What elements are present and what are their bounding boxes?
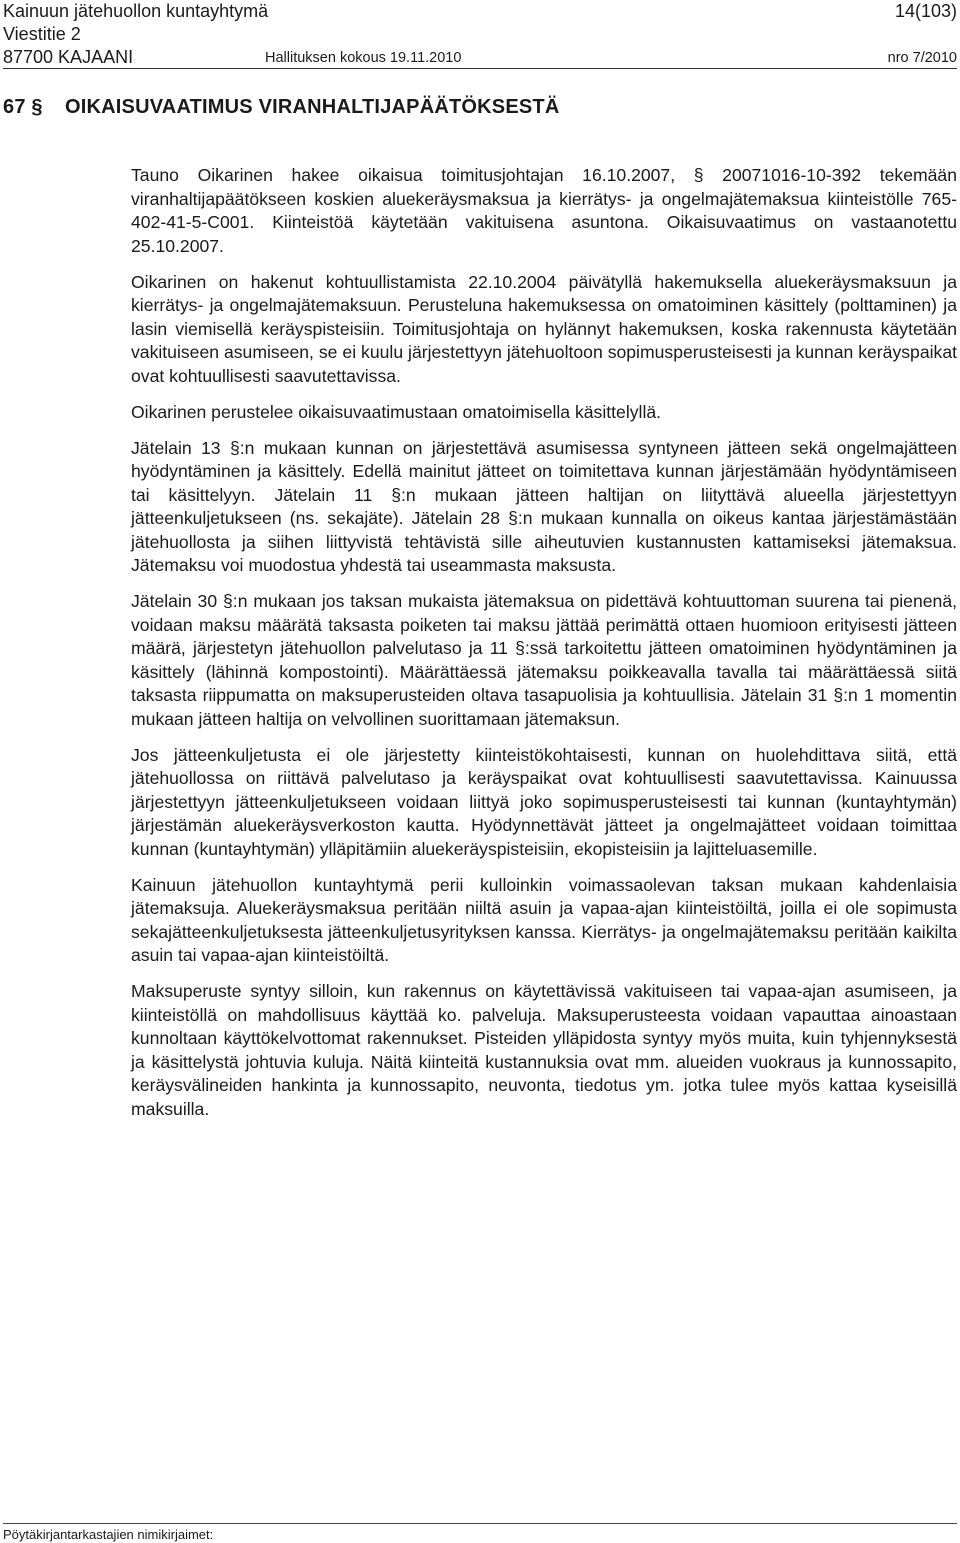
meeting-name: Hallituksen kokous 19.11.2010 xyxy=(265,50,462,66)
paragraph-claim: Tauno Oikarinen hakee oikaisua toimitusjohtajan 16.10.2007, § 20071016-10-392 tekemään viranhaltijapäätökseen koskien aluekeräysmaksua ja kierrätys- ja ongelmajätemaksua kiinteistölle 765-402-41-5-C001. Kiinteistöä käytetään vakituisena asuntona. Oikaisuvaatimus on vastaanotettu 25.10.2007. xyxy=(131,165,957,256)
section-heading xyxy=(3,96,559,119)
paragraph-application: Oikarinen on hakenut kohtuullistamista 22.10.2004 päivätyllä hakemuksella aluekeräysmaksuun ja kierrätys- ja ongelmajätemaksuun. Perusteluna hakemuksessa on omatoiminen käsittely (polttaminen) ja lasin viemisellä keräyspisteisiin. Toimitusjohtaja on hylännyt hakemuksen, koska rakennusta käytetään vakituiseen asumiseen, se ei kuulu järjestettyyn jätehuoltoon sopimusperusteisesti ja kunnan keräyspaikat ovat kohtuullisesti saavutettavissa. xyxy=(131,271,957,386)
street-address: Viestitie 2 xyxy=(3,24,81,44)
page-number: 14(103) xyxy=(894,1,957,21)
document-body xyxy=(131,164,957,1121)
section-number: 67 § xyxy=(3,96,43,118)
postal-address: 87700 KAJAANI xyxy=(3,47,134,67)
footer-divider xyxy=(3,1523,957,1524)
section-title: OIKAISUVAATIMUS VIRANHALTIJAPÄÄTÖKSESTÄ xyxy=(65,96,560,118)
paragraph-fee-basis: Maksuperuste syntyy silloin, kun rakennus on käytettävissä vakituiseen tai vapaa-ajan asumiseen, ja kiinteistöllä on mahdollisuus käyttää ko. palveluja. Maksuperusteesta voidaan vapauttaa ainoastaan kunnoltaan käyttökelvottomat rakennukset. Pisteiden ylläpidosta syntyy myös muita, kuin tyhjennyksestä ja käsittelystä johtuvia kuluja. Näitä kiinteitä kustannuksia ovat mm. alueiden vuokraus ja kunnossapito, keräysvälineiden hankinta ja kunnossapito, neuvonta, tiedotus ym. jotka tulee myös kattaa kyseisillä maksuilla. xyxy=(131,981,957,1119)
paragraph-law-30: Jätelain 30 §:n mukaan jos taksan mukaista jätemaksua on pidettävä kohtuuttoman suurena tai pienenä, voidaan maksu määrätä taksasta poiketen tai maksu jättää perimättä ottaen huomioon erityisesti jätteen määrä, järjestetyn jätehuollon palvelutaso ja 11 §:ssä tarkoitettu jätteen omatoiminen hyödyntäminen ja käsittely (lähinnä kompostointi). Määrättäessä jätemaksu poikkeavalla tavalla tai määrättäessä siitä taksasta riippumatta on maksuperusteiden oltava tasapuolisia ja kohtuullisia. Jätelain 31 §:n 1 momentin mukaan jätteen haltija on velvollinen suorittamaan jätemaksun. xyxy=(131,591,957,729)
minutes-number: nro 7/2010 xyxy=(887,50,957,66)
paragraph-grounds: Oikarinen perustelee oikaisuvaatimustaan omatoimisella käsittelyllä. xyxy=(131,401,662,422)
paragraph-fees: Kainuun jätehuollon kuntayhtymä perii kulloinkin voimassaolevan taksan mukaan kahdenlaisia jätemaksuja. Aluekeräysmaksua peritään niiltä asuin ja vapaa-ajan kiinteistöiltä, joilla ei ole sopimusta sekajätteenkuljetuksesta jätteenkuljetusyrityksen kanssa. Kierrätys- ja ongelmajätemaksu peritään kaikilta asuin tai vapaa-ajan kiinteistöiltä. xyxy=(131,874,957,965)
header-divider xyxy=(3,68,957,69)
organization-name: Kainuun jätehuollon kuntayhtymä xyxy=(3,1,269,21)
paragraph-law-13: Jätelain 13 §:n mukaan kunnan on järjestettävä asumisessa syntyneen jätteen sekä ongelmajätteen hyödyntäminen ja käsittely. Edellä mainitut jätteet on toimitettava kunnan järjestämään hyödyntämiseen tai käsittelyyn. Jätelain 11 §:n mukaan jätteen haltijan on liityttävä alueella järjestettyyn jätteenkuljetukseen (ns. sekajäte). Jätelain 28 §:n mukaan kunnalla on oikeus kantaa järjestämästään jätehuollosta ja siihen liittyvistä tehtävistä sille aiheutuvien kustannusten kattamiseksi jätemaksua. Jätemaksu voi muodostua yhdestä tai useammasta maksusta. xyxy=(131,437,957,575)
paragraph-collection: Jos jätteenkuljetusta ei ole järjestetty kiinteistökohtaisesti, kunnan on huolehdittava siitä, että jätehuollossa on riittävä palvelutaso ja keräyspaikat ovat kohtuullisesti saavutettavissa. Kainuussa järjestettyyn jätteenkuljetukseen voidaan liittyä joko sopimusperusteisesti tai kunnan (kuntayhtymän) järjestämän aluekeräysverkoston kautta. Hyödynnettävät jätteet ja ongelmajätteet voidaan toimittaa kunnan (kuntayhtymän) ylläpitämiin aluekeräyspisteisiin, ekopisteisiin ja lajitteluasemille. xyxy=(131,744,957,859)
page-header xyxy=(3,0,957,69)
signature-label: Pöytäkirjantarkastajien nimikirjaimet: xyxy=(3,1527,214,1542)
